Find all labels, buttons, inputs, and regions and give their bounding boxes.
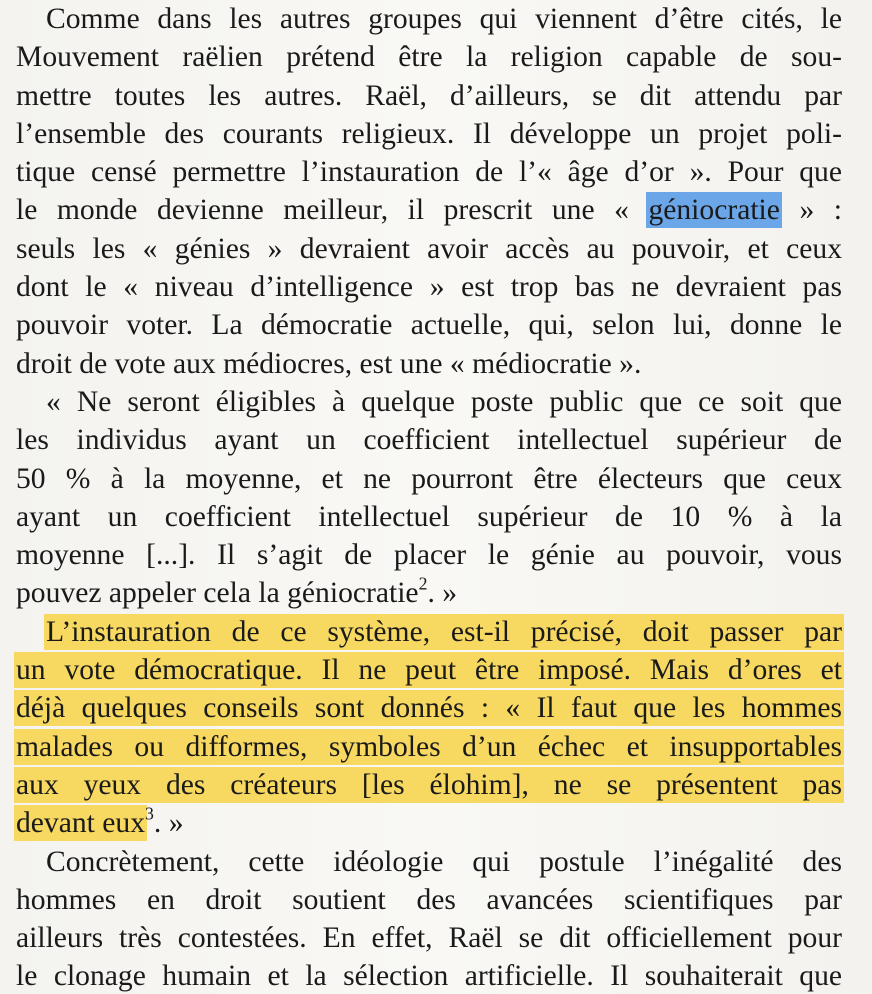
highlight-span: un vote démocratique. Il ne peut être imposé. Mais d’ores et [16, 654, 842, 687]
highlight-span: L’instauration de ce système, est-il précisé, doit passer par [46, 615, 842, 648]
highlight-span: aux yeux des créateurs [les élohim], ne se présentent pas [16, 768, 842, 801]
text-line: Concrètement, cette idéologie qui postule l’inégalité des [46, 845, 842, 878]
text-line [16, 574, 842, 612]
text-line: pouvoir voter. La démocratie actuelle, qui, selon lui, donne le [16, 309, 842, 342]
text-fragment: . » [427, 577, 458, 610]
text-line: Mouvement raëlien prétend être la religion capable de sou- [16, 41, 842, 74]
paragraph-4 [16, 843, 842, 994]
footnote-ref: 3 [145, 803, 154, 824]
text-fragment: pouvez appeler cela la géniocratie [16, 577, 419, 610]
text-line: tique censé permettre l’instauration de l’« âge d’or ». Pour que [16, 156, 842, 189]
highlight-span: déjà quelques conseils sont donnés : « Il faut que les hommes [16, 692, 842, 725]
text-line: moyenne [...]. Il s’agit de placer le génie au pouvoir, vous [16, 539, 842, 572]
paragraph-1 [16, 0, 842, 383]
text-line: 50 % à la moyenne, et ne pourront être électeurs que ceux [16, 462, 842, 495]
footnote-ref: 2 [418, 574, 428, 595]
paragraph-2 [16, 383, 842, 613]
text-line: dont le « niveau d’intelligence » est trop bas ne devraient pas [16, 271, 842, 304]
highlight-span: devant eux [16, 807, 146, 840]
text-line: les individus ayant un coefficient intellectuel supérieur de [16, 424, 842, 457]
text-line: ayant un coefficient intellectuel supérieur de 10 % à la [16, 500, 842, 533]
text-line: seuls les « génies » devraient avoir accès au pouvoir, et ceux [16, 232, 842, 265]
text-line: droit de vote aux médiocres, est une « médiocratie ». [16, 347, 642, 380]
text-line-with-blue-highlight [16, 191, 842, 229]
text-line: Comme dans les autres groupes qui viennent d’être cités, le [46, 3, 842, 35]
text-line: « Ne seront éligibles à quelque poste public que ce soit que [46, 385, 842, 418]
highlighted-line[interactable] [16, 613, 842, 651]
text-line: le clonage humain et la sélection artificielle. Il souhaiterait que [16, 960, 842, 993]
text-line: l’ensemble des courants religieux. Il développe un projet poli- [16, 117, 842, 150]
highlight-span: malades ou difformes, symboles d’un échec et insupportables [16, 730, 842, 763]
text-fragment: . » [153, 807, 184, 840]
highlighted-line[interactable] [16, 689, 842, 727]
highlighted-line[interactable] [16, 728, 842, 766]
selected-word-geniocratie[interactable]: géniocratie [648, 194, 780, 227]
text-fragment: » : [799, 194, 842, 227]
text-line: hommes en droit soutient des avancées scientifiques par [16, 883, 842, 916]
paragraph-3-highlighted [16, 613, 842, 843]
highlighted-line[interactable] [16, 766, 842, 804]
text-line: ailleurs très contestées. En effet, Raël se dit officiellement pour [16, 922, 842, 955]
text-column [16, 0, 842, 994]
highlighted-line[interactable] [16, 804, 842, 842]
highlighted-line[interactable] [16, 651, 842, 689]
text-fragment: le monde devienne meilleur, il prescrit une « [16, 194, 629, 227]
text-line: mettre toutes les autres. Raël, d’ailleurs, se dit attendu par [16, 79, 842, 112]
